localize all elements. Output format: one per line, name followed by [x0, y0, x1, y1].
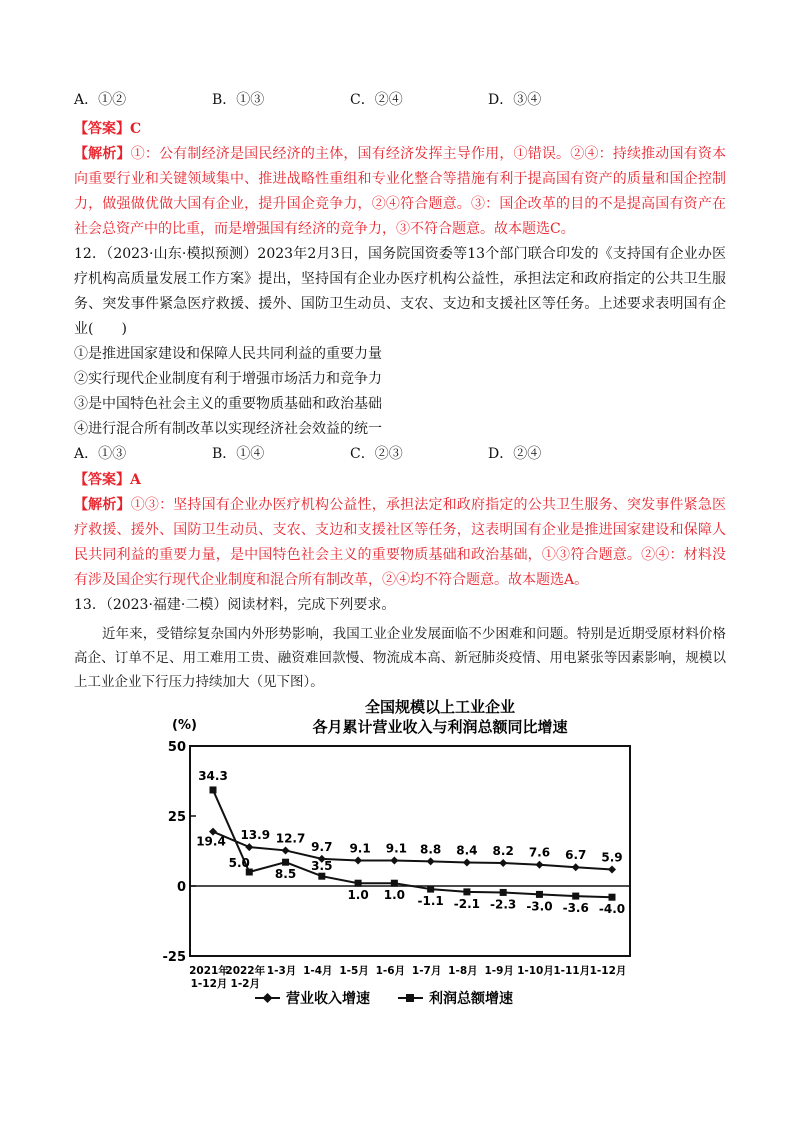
q12-analysis-label: 【解析】: [74, 497, 131, 513]
legend-profit-label: 利润总额增速: [429, 991, 513, 1007]
x-tick-label: 1-3月: [266, 965, 297, 977]
revenue-data-label: 7.6: [528, 845, 551, 860]
x-tick-label: 1-5月: [339, 965, 369, 977]
q13-material: 近年来，受错综复杂国内外形势影响，我国工业企业发展面临不少困难和问题。特别是近期受原材料价格高企、订单不足、用工难用工贵、融资难回款慢、物流成本高、新冠肺炎疫情、用电紧张等因素影响，规模以上工业企业下行压力持续加大（见下图）。: [74, 626, 726, 690]
profit-point: [391, 880, 398, 887]
profit-point: [427, 886, 434, 893]
q12-analysis: [74, 493, 726, 593]
legend-revenue-marker: [263, 993, 273, 1003]
q11-analysis-text: ①：公有制经济是国民经济的主体，国有经济发挥主导作用，①错误。②④：持续推动国有资本向重要行业和关键领域集中、推进战略性重组和专业化整合等措施有利于提高国有资产的质量和国企控制力，做强做优做大国有企业，提升国企竞争力，②④符合题意。③：国企改革的目的不是提高国有资产在社会总资产中的比重，而是增强国有经济的竞争力，③不符合题意。故本题选C。: [74, 146, 727, 237]
x-tick-label-line2: 1-2月: [230, 978, 261, 990]
plot-frame: [190, 746, 630, 956]
revenue-data-label: 9.1: [349, 841, 371, 856]
q12-option-c: C．②③: [350, 446, 403, 462]
x-tick-label: 2021年: [189, 965, 229, 977]
q11-option-d: D．③④: [488, 92, 542, 108]
q12-options: [74, 442, 726, 468]
question-page: [74, 88, 726, 694]
q11-answer-label: 【答案】: [74, 121, 130, 137]
revenue-data-label: 9.7: [311, 839, 333, 854]
q12-answer-value: A: [130, 472, 141, 488]
q12-answer-label: 【答案】: [74, 472, 130, 488]
revenue-data-label: 13.9: [240, 828, 271, 843]
legend-profit-marker: [406, 994, 414, 1002]
y-tick-label: 0: [176, 880, 186, 895]
q11-option-a: A．①②: [74, 92, 127, 108]
revenue-point: [245, 843, 253, 851]
revenue-data-label: 6.7: [565, 848, 587, 863]
revenue-point: [499, 859, 507, 867]
q13-stem: 13．（2023·福建·二模）阅读材料，完成下列要求。: [74, 597, 396, 613]
revenue-data-label: 8.4: [456, 843, 478, 858]
y-tick-label: 25: [167, 810, 186, 825]
q12-stem: 12．（2023·山东·模拟预测）2023年2月3日，国务院国资委等13个部门联合印发的《支持国有企业办医疗机构高质量发展工作方案》提出，坚持国有企业办医疗机构公益性，承担法定和政府指定的公共卫生服务、突发事件紧急医疗救援、援外、国防卫生动员、支农、支边和支援社区等任务。上述要求表明国有企业( ): [74, 246, 726, 337]
profit-data-label: 1.0: [347, 888, 369, 903]
profit-point: [609, 894, 616, 901]
q12-statement-4: ④进行混合所有制改革以实现经济社会效益的统一: [74, 421, 382, 437]
profit-point: [318, 873, 325, 880]
x-tick-label: 1-6月: [375, 965, 406, 977]
revenue-point: [390, 857, 398, 865]
revenue-point: [354, 857, 362, 865]
profit-data-label: -2.1: [453, 896, 481, 911]
q12-statement-1: ①是推进国家建设和保障人民共同利益的重要力量: [74, 346, 382, 362]
q11-answer-value: C: [130, 121, 142, 137]
q12-option-a: A．①③: [74, 446, 127, 462]
chart-ylabel: (%): [172, 718, 197, 733]
revenue-point: [608, 865, 616, 873]
chart-title-line1: 全国规模以上工业企业: [364, 698, 516, 716]
q12-statement-3: ③是中国特色社会主义的重要物质基础和政治基础: [74, 396, 382, 412]
revenue-point: [572, 863, 580, 871]
growth-chart-svg: [150, 696, 650, 1026]
q12-statement-2: ②实行现代企业制度有利于增强市场活力和竞争力: [74, 371, 382, 387]
growth-chart: [150, 696, 650, 1026]
profit-data-label: 3.5: [311, 859, 333, 874]
x-tick-label-line2: 1-12月: [190, 978, 228, 990]
legend-revenue-label: 营业收入增速: [286, 991, 370, 1007]
profit-data-label: -4.0: [598, 902, 626, 917]
x-tick-label: 1-7月: [411, 965, 442, 977]
q11-option-b: B．①③: [212, 92, 265, 108]
q11-analysis-label: 【解析】: [74, 146, 131, 162]
profit-point: [282, 859, 289, 866]
x-tick-label: 1-4月: [303, 965, 333, 977]
x-tick-label: 2022年: [225, 965, 266, 977]
revenue-point: [427, 857, 435, 865]
profit-data-label: 5.0: [228, 856, 250, 870]
profit-data-label: -2.3: [490, 897, 517, 912]
x-tick-label: 1-10月: [517, 965, 554, 977]
profit-data-label: -1.1: [417, 894, 444, 909]
revenue-series-line: [213, 832, 612, 870]
profit-data-label: 1.0: [383, 888, 405, 903]
revenue-point: [282, 846, 290, 854]
profit-point: [355, 880, 362, 887]
x-tick-label: 1-9月: [484, 965, 514, 977]
chart-title-line2: 各月累计营业收入与利润总额同比增速: [312, 718, 568, 736]
q12-option-d: D．②④: [488, 446, 542, 462]
revenue-point: [535, 861, 543, 869]
x-tick-label: 1-11月: [553, 965, 591, 977]
revenue-data-label: 12.7: [275, 831, 306, 846]
revenue-data-label: 5.9: [601, 850, 623, 865]
q11-answer: [74, 117, 726, 142]
profit-data-label: -3.6: [562, 901, 589, 916]
y-tick-label: -25: [162, 950, 186, 965]
profit-point: [210, 786, 217, 793]
revenue-data-label: 8.2: [492, 844, 514, 859]
profit-point: [572, 893, 579, 900]
q11-analysis: [74, 142, 726, 242]
q12-analysis-text: ①③：坚持国有企业办医疗机构公益性，承担法定和政府指定的公共卫生服务、突发事件紧急医疗救援、援外、国防卫生动员、支农、支边和支援社区等任务，这表明国有企业是推进国家建设和保障人民共同利益的重要力量，是中国特色社会主义的重要物质基础和政治基础，①③符合题意。②④：材料没有涉及国企实行现代企业制度和混合所有制改革，②④均不符合题意。故本题选A。: [74, 497, 727, 588]
revenue-data-label: 19.4: [196, 834, 226, 849]
q12-answer: [74, 468, 726, 493]
profit-data-label: 34.3: [198, 768, 228, 783]
profit-point: [463, 888, 470, 895]
x-tick-label: 1-12月: [589, 965, 627, 977]
q11-options: [74, 88, 726, 114]
q12-option-b: B．①④: [212, 446, 265, 462]
y-tick-label: 50: [167, 740, 186, 755]
x-tick-label: 1-8月: [448, 965, 478, 977]
q11-option-c: C．②④: [350, 92, 403, 108]
revenue-data-label: 9.1: [385, 841, 407, 856]
revenue-data-label: 8.8: [420, 842, 442, 857]
profit-point: [500, 889, 507, 896]
profit-point: [536, 891, 543, 898]
profit-series-line: [213, 790, 612, 897]
revenue-point: [463, 858, 471, 866]
profit-data-label: 8.5: [274, 867, 297, 882]
profit-data-label: -3.0: [526, 899, 553, 914]
